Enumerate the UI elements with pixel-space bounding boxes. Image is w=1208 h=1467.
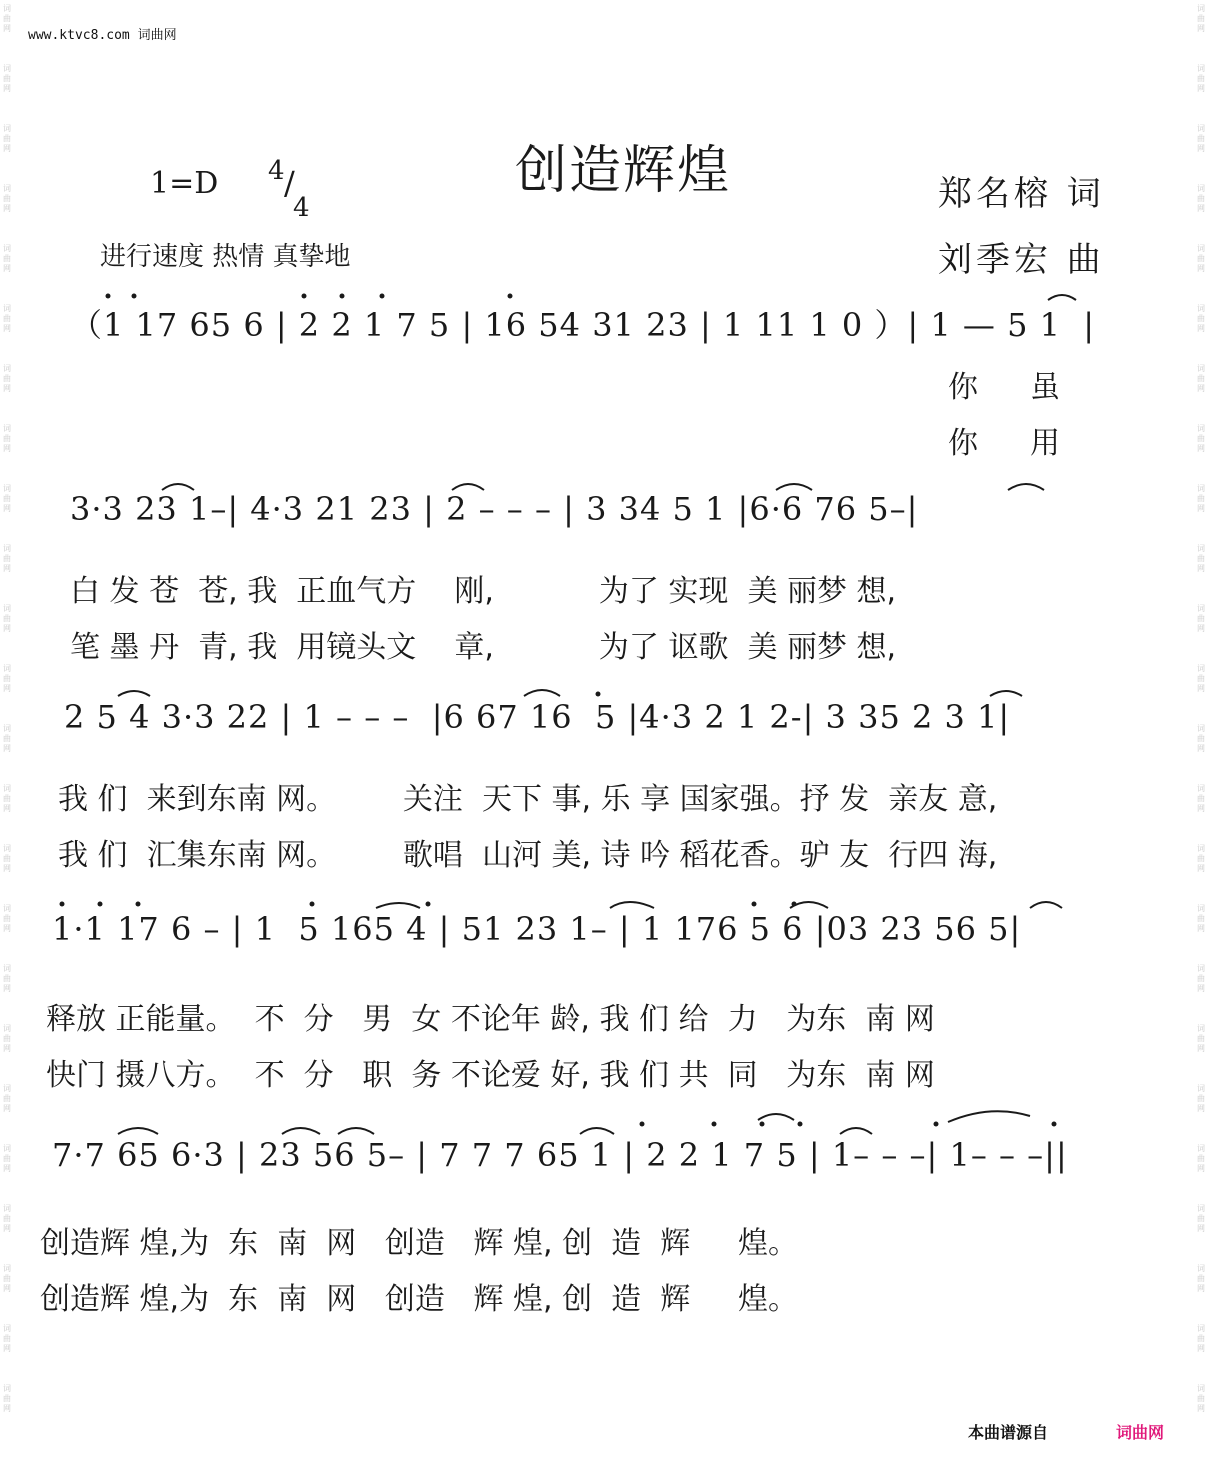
time-signature-slash: / xyxy=(284,164,295,202)
octave-dot xyxy=(760,1122,765,1127)
lyricist: 郑名榕 词 xyxy=(938,174,1105,214)
octave-dot xyxy=(596,692,601,697)
slur-mark xyxy=(758,1114,794,1120)
lyric-row-1-verse-1: 你虽 xyxy=(948,370,1112,405)
watermark-text: 词 曲 网 xyxy=(1197,784,1205,813)
slur-mark xyxy=(1030,902,1062,908)
octave-dot xyxy=(792,902,797,907)
slur-mark xyxy=(948,1111,1030,1122)
watermark-text: 词 曲 网 xyxy=(3,304,11,333)
watermark-text: 词 曲 网 xyxy=(3,784,11,813)
watermark-text: 词 曲 网 xyxy=(1197,184,1205,213)
watermark-text: 词 曲 网 xyxy=(3,724,11,753)
octave-dot xyxy=(640,1122,645,1127)
lyric-row-4-verse-1: 释放 正能量。 不 分 男 女 不论年 龄, 我 们 给 力 为东 南 网 xyxy=(46,1002,935,1037)
slur-mark xyxy=(1048,295,1076,300)
lyric-row-5-verse-2: 创造辉 煌,为 东 南 网 创造 辉 煌, 创 造 辉 煌。 xyxy=(40,1282,798,1317)
site-url[interactable]: www.ktvc8.com 词曲网 xyxy=(28,28,177,43)
octave-dot xyxy=(340,294,345,299)
notation-row-2: 3·3 23 1–| 4·3 21 23 | 2 – – – | 3 34 5 1 |6·6 76 5–| xyxy=(70,490,919,528)
watermark-text: 词 曲 网 xyxy=(1197,1384,1205,1413)
notation-row-4: 1·1 17 6 – | 1 5 165 4 | 51 23 1– | 1 176 5 6 |03 23 56 5| xyxy=(52,910,1022,948)
slur-mark xyxy=(376,903,420,908)
octave-dot xyxy=(132,294,137,299)
slur-mark xyxy=(452,484,484,490)
watermark-text: 词 曲 网 xyxy=(1197,1144,1205,1173)
watermark-text: 词 曲 网 xyxy=(3,244,11,273)
slur-mark xyxy=(580,1128,614,1134)
octave-dot xyxy=(60,902,65,907)
watermark-text: 词 曲 网 xyxy=(1197,1324,1205,1353)
watermark-text: 词 曲 网 xyxy=(1197,1024,1205,1053)
slur-mark xyxy=(610,902,654,908)
time-signature-top: 4 xyxy=(268,156,285,186)
watermark-text: 词 曲 网 xyxy=(1197,424,1205,453)
slur-mark xyxy=(524,690,560,696)
watermark-text: 词 曲 网 xyxy=(3,1324,11,1353)
watermark-text: 词 曲 网 xyxy=(1197,364,1205,393)
tempo-marking: 进行速度 热情 真挚地 xyxy=(100,242,351,272)
octave-dot xyxy=(136,902,141,907)
octave-dot xyxy=(752,902,757,907)
song-title: 创造辉煌 xyxy=(515,141,732,201)
slur-mark xyxy=(162,484,194,490)
lyric-row-5-verse-1: 创造辉 煌,为 东 南 网 创造 辉 煌, 创 造 辉 煌。 xyxy=(40,1226,798,1261)
watermark-text: 词 曲 网 xyxy=(1197,4,1205,33)
lyric-row-4-verse-2: 快门 摄八方。 不 分 职 务 不论爱 好, 我 们 共 同 为东 南 网 xyxy=(46,1058,935,1093)
slur-mark xyxy=(776,484,812,490)
lyric-row-2-verse-2: 笔 墨 丹 青, 我 用镜头文 章, 为了 讴歌 美 丽梦 想, xyxy=(70,630,897,665)
watermark-text: 词 曲 网 xyxy=(3,1204,11,1233)
watermark-text: 词 曲 网 xyxy=(1197,64,1205,93)
watermark-text: 词 曲 网 xyxy=(3,424,11,453)
octave-dot xyxy=(98,902,103,907)
watermark-text: 词 曲 网 xyxy=(3,664,11,693)
octave-dot xyxy=(426,902,431,907)
watermark-text: 词 曲 网 xyxy=(3,364,11,393)
octave-dot xyxy=(934,1122,939,1127)
watermark-text: 词 曲 网 xyxy=(3,604,11,633)
octave-dot xyxy=(798,1122,803,1127)
lyric-row-3-verse-2: 我 们 汇集东南 网。 歌唱 山河 美, 诗 吟 稻花香。驴 友 行四 海, xyxy=(58,838,998,873)
watermark-text: 词 曲 网 xyxy=(3,964,11,993)
notation-row-3: 2 5 4 3·3 22 | 1 – – – |6 67 16 5 |4·3 2 1 2-| 3 35 2 3 1| xyxy=(64,698,1011,736)
watermark-text: 词 曲 网 xyxy=(1197,664,1205,693)
footer-credit-site[interactable]: 词曲网 xyxy=(1116,1423,1165,1442)
notation-row-1: （1 17 65 6 | 2 2 1 7 5 | 16 54 31 23 | 1 11 1 0 ）| 1 — 5 1 | xyxy=(70,306,1096,344)
watermark-text: 词 曲 网 xyxy=(1197,544,1205,573)
slur-mark xyxy=(338,1128,374,1134)
watermark-text: 词 曲 网 xyxy=(1197,964,1205,993)
watermark-text: 词 曲 网 xyxy=(3,1264,11,1293)
watermark-text: 词 曲 网 xyxy=(3,1024,11,1053)
watermark-text: 词 曲 网 xyxy=(3,1384,11,1413)
octave-dot xyxy=(712,1122,717,1127)
lyric-row-1-verse-2: 你用 xyxy=(948,426,1112,461)
watermark-text: 词 曲 网 xyxy=(3,844,11,873)
octave-dot xyxy=(380,294,385,299)
watermark-text: 词 曲 网 xyxy=(1197,844,1205,873)
notation-row-5: 7·7 65 6·3 | 23 56 5– | 7 7 7 65 1 | 2 2 1 7 5 | 1– – –| 1– – –|| xyxy=(52,1136,1068,1174)
watermark-text: 词 曲 网 xyxy=(3,484,11,513)
slur-mark xyxy=(118,691,150,696)
watermark-text: 词 曲 网 xyxy=(1197,304,1205,333)
slur-mark xyxy=(1008,484,1044,490)
octave-dot xyxy=(1052,1122,1057,1127)
watermark-text: 词 曲 网 xyxy=(1197,244,1205,273)
watermark-text: 词 曲 网 xyxy=(1197,1264,1205,1293)
watermark-text: 词 曲 网 xyxy=(3,124,11,153)
lyric-row-3-verse-1: 我 们 来到东南 网。 关注 天下 事, 乐 享 国家强。抒 发 亲友 意, xyxy=(58,782,998,817)
watermark-text: 词 曲 网 xyxy=(1197,124,1205,153)
watermark-text: 词 曲 网 xyxy=(1197,724,1205,753)
lyric-row-2-verse-1: 白 发 苍 苍, 我 正血气方 刚, 为了 实现 美 丽梦 想, xyxy=(70,574,897,609)
watermark-text: 词 曲 网 xyxy=(1197,904,1205,933)
octave-dot xyxy=(508,294,513,299)
octave-dot xyxy=(310,902,315,907)
watermark-text: 词 曲 网 xyxy=(3,4,11,33)
watermark-text: 词 曲 网 xyxy=(1197,484,1205,513)
watermark-text: 词 曲 网 xyxy=(3,904,11,933)
key-signature: 1=D xyxy=(150,166,219,201)
slur-mark xyxy=(282,1128,320,1134)
octave-dot xyxy=(106,294,111,299)
time-signature-bottom: 4 xyxy=(293,193,310,223)
watermark-text: 词 曲 网 xyxy=(3,64,11,93)
watermark-text: 词 曲 网 xyxy=(3,1084,11,1113)
watermark-text: 词 曲 网 xyxy=(1197,1084,1205,1113)
watermark-text: 词 曲 网 xyxy=(3,544,11,573)
composer: 刘季宏 曲 xyxy=(938,240,1105,280)
slur-mark xyxy=(840,1128,872,1134)
slur-mark xyxy=(118,1128,158,1134)
octave-dot xyxy=(302,294,307,299)
watermark-text: 词 曲 网 xyxy=(3,184,11,213)
watermark-text: 词 曲 网 xyxy=(1197,1204,1205,1233)
footer-credit-source: 本曲谱源自 xyxy=(968,1423,1049,1442)
watermark-text: 词 曲 网 xyxy=(1197,604,1205,633)
slur-mark xyxy=(990,691,1022,696)
watermark-text: 词 曲 网 xyxy=(3,1144,11,1173)
